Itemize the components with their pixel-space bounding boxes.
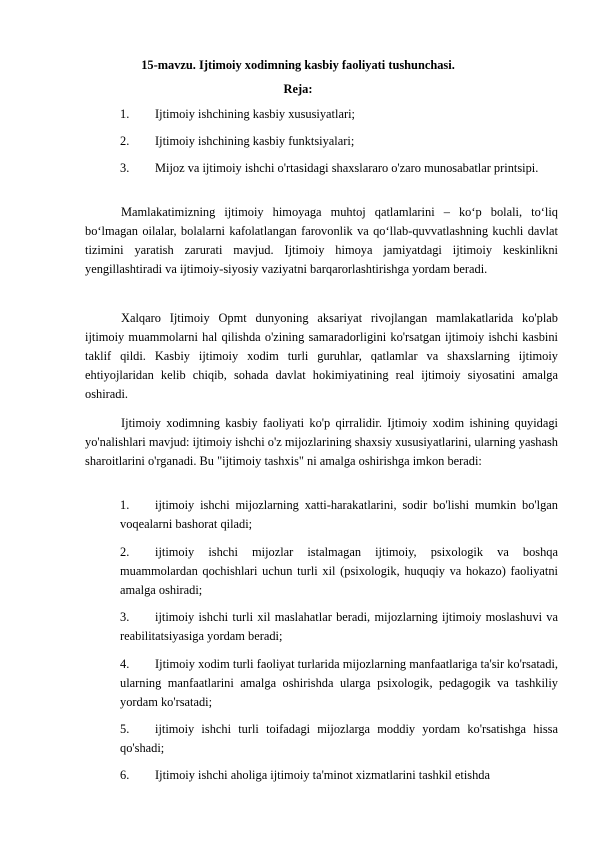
plan-item-text: Ijtimoiy ishchining kasbiy funktsiyalari; bbox=[155, 134, 355, 148]
plan-item bbox=[120, 159, 540, 178]
list-item-number: 4. bbox=[120, 657, 130, 671]
list-item bbox=[120, 720, 558, 758]
paragraph: Ijtimoiy xodimning kasbiy faoliyati ko'p qirralidir. Ijtimoiy xodim ishining quyidagi yo'nalishlari mavjud: ijtimoiy ishchi o'z mijozlarining shaxsiy xususiyatlarini, ularning yashash sharoitlarini o'rganadi. Bu "ijtimoiy tashxis" ni amalga oshirishga imkon beradi: bbox=[85, 416, 558, 468]
plan-heading: Reja: bbox=[283, 82, 313, 96]
plan-item-number: 3. bbox=[120, 161, 130, 175]
plan-item bbox=[120, 132, 558, 151]
list-item bbox=[120, 496, 558, 534]
list-item-number: 3. bbox=[120, 610, 130, 624]
list-item-text: ijtimoiy ishchi mijozlar istalmagan ijtimoiy, psixologik va boshqa muammolardan qochishlari uchun turli xil (psixologik, huquqiy va hokazo) faoliyatni amalga oshiradi; bbox=[120, 545, 558, 597]
list-item-text: ijtimoiy ishchi mijozlarning xatti-harakatlarini, sodir bo'lishi mumkin bo'lgan voqealarni bashorat qiladi; bbox=[120, 498, 558, 531]
paragraph: Mamlakatimizning ijtimoiy himoyaga muhtoj qatlamlarini – ko‘p bolali, to‘liq bo‘lmagan oilalar, bolalarni kafolatlangan farovonlik va qo‘llab-quvvatlashning kuchli davlat tizimini yaratish zarurati mavjud. Ijtimoiy himoya jamiyatdagi ijtimoiy keskinlikni yengillashtiradi va ijtimoiy-siyosiy vaziyatni barqarorlashtirishga yordam beradi. bbox=[85, 205, 558, 276]
list-item bbox=[120, 766, 558, 785]
list-item bbox=[120, 655, 558, 712]
plan-item-text: Mijoz va ijtimoiy ishchi o'rtasidagi shaxslararo o'zaro munosabatlar printsipi. bbox=[155, 161, 539, 175]
list-item bbox=[120, 543, 558, 600]
list-item bbox=[120, 608, 558, 646]
plan-item-number: 1. bbox=[120, 107, 130, 121]
list-item-text: ijtimoiy ishchi turli xil maslahatlar beradi, mijozlarning ijtimoiy moslashuvi va reabilitatsiyasiga yordam beradi; bbox=[120, 610, 558, 643]
list-item-number: 5. bbox=[120, 722, 130, 736]
document-title: 15-mavzu. Ijtimoiy xodimning kasbiy faoliyati tushunchasi. bbox=[141, 58, 455, 72]
paragraph: Xalqaro Ijtimoiy Opmt dunyoning aksariyat rivojlangan mamlakatlarida ko'plab ijtimoiy muammolarni hal qilishda o'zining samaradorligini ko'rsatgan ijtimoiy ishchi kasbini taklif qildi. Kasbiy ijtimoiy xodim turli guruhlar, qatlamlar va shaxslarning ijtimoiy ehtiyojlaridan kelib chiqib, sohada davlat hokimiyatining real ijtimoiy siyosatini amalga oshiradi. bbox=[85, 311, 558, 401]
list-item-number: 6. bbox=[120, 768, 130, 782]
list-item-text: ijtimoiy ishchi turli toifadagi mijozlarga moddiy yordam ko'rsatishga hissa qo'shadi; bbox=[120, 722, 558, 755]
plan-item-text: Ijtimoiy ishchining kasbiy xususiyatlari; bbox=[155, 107, 355, 121]
list-item-number: 2. bbox=[120, 545, 130, 559]
plan-item bbox=[120, 105, 558, 124]
list-item-number: 1. bbox=[120, 498, 130, 512]
list-item-text: Ijtimoiy xodim turli faoliyat turlarida mijozlarning manfaatlariga ta'sir ko'rsatadi, ularning manfaatlarini amalga oshirishda ularga psixologik, pedagogik va tashkiliy yordam ko'rsatadi; bbox=[120, 657, 558, 709]
plan-item-number: 2. bbox=[120, 134, 130, 148]
list-item-text: Ijtimoiy ishchi aholiga ijtimoiy ta'minot xizmatlarini tashkil etishda bbox=[155, 768, 491, 782]
